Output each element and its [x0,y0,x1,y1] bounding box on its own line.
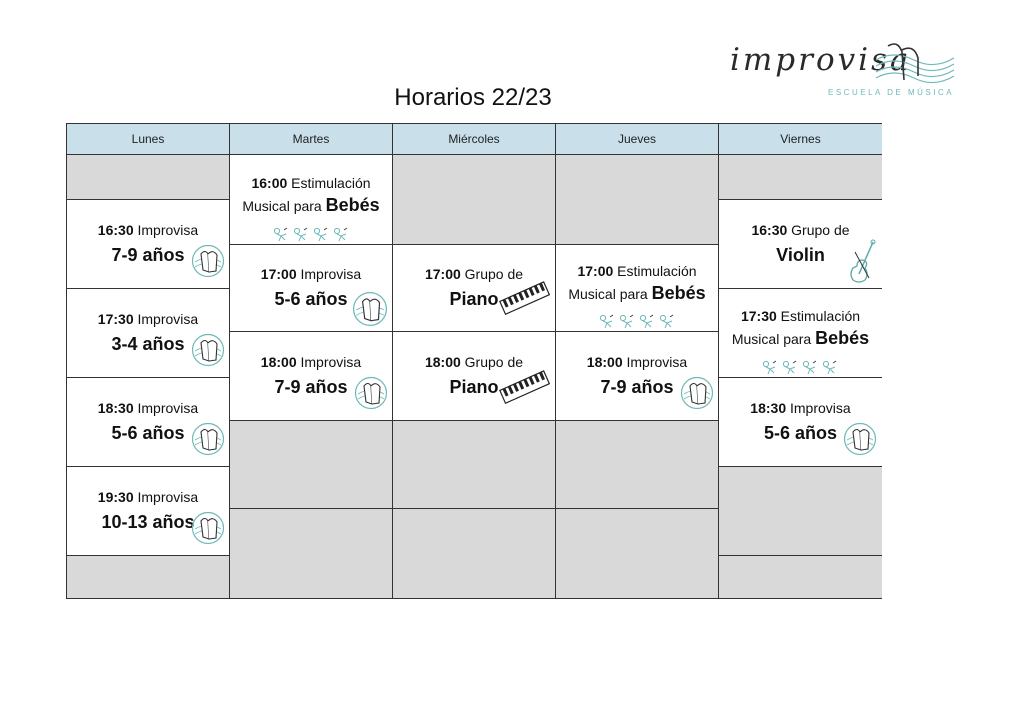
class-time: 17:00 [260,266,297,282]
class-level: Piano [449,289,499,309]
class-level: Violin [776,245,825,265]
class-time: 17:30 [97,311,134,327]
class-name: Estimulación [780,307,861,324]
piano-keys-icon [499,277,551,321]
class-level: 7-9 años [600,377,674,397]
improvisa-logo-icon [191,333,225,367]
class-lunes-1730 [67,289,230,378]
empty-slot [556,509,719,598]
babies-icon [230,227,392,242]
class-name: Improvisa [790,400,851,416]
class-level: 7-9 años [274,377,348,397]
class-time: 18:00 [586,354,623,370]
empty-slot [230,421,393,509]
header-lunes: Lunes [67,124,230,155]
class-level: 5-6 años [763,423,838,443]
class-jueves-1700 [556,245,719,332]
class-name: Improvisa [300,266,362,282]
class-lunes-1930 [67,467,230,556]
improvisa-logo-icon [354,376,388,410]
class-name: Grupo de [464,266,524,282]
class-miercoles-1700 [393,245,556,332]
class-level: Bebés [815,327,870,348]
babies-icon [556,314,718,329]
class-name: Improvisa [137,222,199,238]
header-jueves: Jueves [556,124,719,155]
class-name: Estimulación [617,262,697,279]
class-martes-1700 [230,245,393,332]
header-martes: Martes [230,124,393,155]
piano-keys-icon [499,366,551,410]
empty-slot [719,556,882,598]
empty-slot [230,509,393,598]
logo-subtitle: ESCUELA DE MÚSICA [828,88,955,97]
class-time: 19:30 [97,489,134,505]
class-level: 5-6 años [111,423,185,443]
class-name: Improvisa [137,489,199,505]
class-time: 16:30 [751,222,788,238]
class-level: 5-6 años [274,289,348,309]
empty-slot [67,556,230,598]
header-miercoles: Miércoles [393,124,556,155]
class-time: 18:30 [97,400,134,416]
class-level: 3-4 años [111,334,185,354]
class-viernes-1630 [719,200,882,289]
empty-slot [719,155,882,200]
class-time: 18:00 [424,354,461,370]
schedule-table [66,123,882,599]
empty-slot [393,509,556,598]
class-time: 17:00 [424,266,461,282]
violin-icon [847,238,879,286]
logo-waves-icon [874,40,956,86]
class-name: Grupo de [791,222,850,238]
empty-slot [556,155,719,245]
class-name-2: Musical para [731,330,812,347]
page-title: Horarios 22/23 [394,84,552,111]
empty-slot [719,467,882,556]
class-jueves-1800 [556,332,719,421]
empty-slot [556,421,719,509]
class-name: Grupo de [464,354,524,370]
class-lunes-1630 [67,200,230,289]
class-name: Improvisa [626,354,688,370]
class-level: Bebés [325,195,380,215]
improvisa-logo-icon [352,291,388,327]
improvisa-logo-icon [680,376,714,410]
header-viernes: Viernes [719,124,882,155]
improvisa-logo-icon [191,422,225,456]
class-level: 7-9 años [111,245,185,265]
class-viernes-1830 [719,378,882,467]
class-level: 10-13 años [101,512,195,532]
improvisa-logo-icon [843,422,877,456]
class-lunes-1830 [67,378,230,467]
class-viernes-1730 [719,289,882,378]
class-name: Improvisa [137,311,199,327]
class-miercoles-1800 [393,332,556,421]
class-martes-1800 [230,332,393,421]
class-level: Piano [449,377,499,397]
class-time: 16:00 [251,175,288,191]
school-logo [726,40,956,102]
babies-icon [719,360,882,375]
empty-slot [393,155,556,245]
class-martes-1600 [230,155,393,245]
class-name: Improvisa [300,354,362,370]
empty-slot [393,421,556,509]
class-time: 16:30 [97,222,134,238]
class-name-2: Musical para [242,198,322,214]
class-level: Bebés [651,282,706,303]
class-name: Improvisa [137,400,199,416]
class-name: Estimulación [291,175,371,191]
empty-slot [67,155,230,200]
improvisa-logo-icon [191,244,225,278]
class-time: 18:30 [750,400,787,416]
logo-wordmark: improvisa [730,42,912,78]
class-name-2: Musical para [568,285,648,302]
improvisa-logo-icon [191,511,225,545]
class-time: 17:00 [577,262,614,279]
class-time: 18:00 [260,354,297,370]
class-time: 17:30 [740,307,777,324]
